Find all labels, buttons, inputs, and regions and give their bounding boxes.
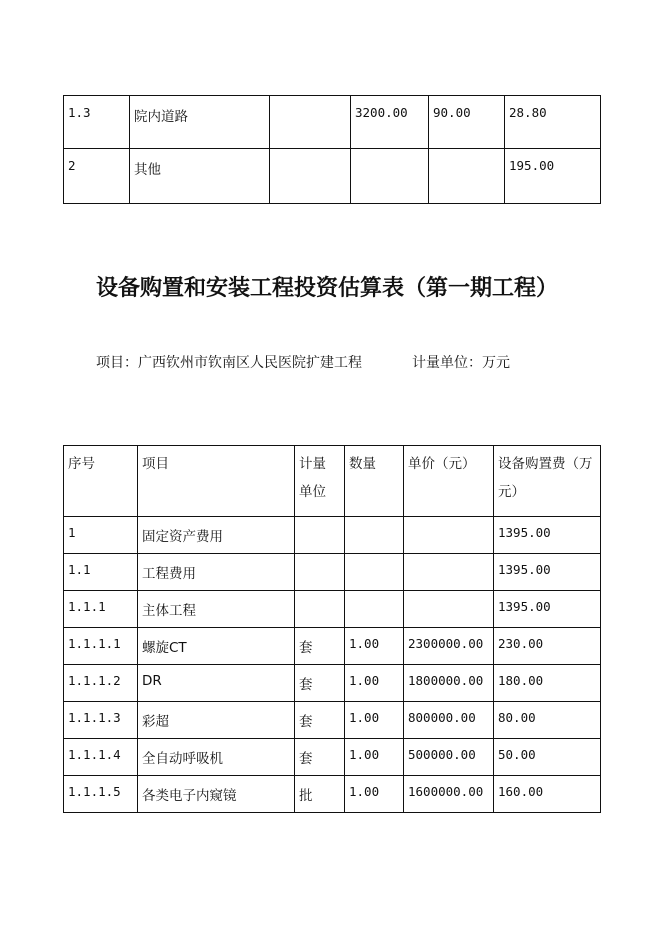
table-cell [345, 517, 404, 554]
table-cell [295, 591, 345, 628]
header-cell: 单价（元） [404, 446, 494, 517]
table-row [64, 739, 601, 776]
table-cell: 主体工程 [138, 591, 295, 628]
table-cell [295, 554, 345, 591]
table-cell [404, 554, 494, 591]
table-cell: 500000.00 [404, 739, 494, 776]
header-cell: 项目 [138, 446, 295, 517]
table-cell: 1395.00 [494, 591, 601, 628]
table-cell: 230.00 [494, 628, 601, 665]
table-cell [404, 517, 494, 554]
table-cell: DR [138, 665, 295, 702]
header-cell: 数量 [345, 446, 404, 517]
table-header-row [64, 446, 601, 517]
table-cell: 1.3 [64, 96, 130, 149]
table-cell [270, 96, 351, 149]
investment-table [63, 445, 601, 813]
table-cell: 180.00 [494, 665, 601, 702]
table-cell: 80.00 [494, 702, 601, 739]
table-row [64, 665, 601, 702]
table-cell: 套 [295, 628, 345, 665]
project-label: 项目：广西钦州市钦南区人民医院扩建工程 [96, 355, 362, 371]
table-cell: 1 [64, 517, 138, 554]
table-cell: 1.1.1.2 [64, 665, 138, 702]
table-cell: 28.80 [505, 96, 601, 149]
table-cell [345, 591, 404, 628]
table-row [64, 591, 601, 628]
table-cell: 1800000.00 [404, 665, 494, 702]
table-cell [270, 149, 351, 204]
table-cell: 1.00 [345, 702, 404, 739]
header-cell: 计量单位 [295, 446, 345, 517]
table-cell: 套 [295, 665, 345, 702]
table-cell [404, 591, 494, 628]
table-cell: 2300000.00 [404, 628, 494, 665]
table-row [64, 149, 601, 204]
table-cell: 套 [295, 702, 345, 739]
table-cell: 1395.00 [494, 517, 601, 554]
table-cell: 彩超 [138, 702, 295, 739]
continuation-table [63, 95, 601, 204]
table-cell: 螺旋CT [138, 628, 295, 665]
project-info [96, 345, 576, 382]
table-cell: 1.00 [345, 628, 404, 665]
unit-label: 计量单位：万元 [412, 355, 510, 371]
table-row [64, 628, 601, 665]
table-cell: 1.1.1 [64, 591, 138, 628]
table-cell: 800000.00 [404, 702, 494, 739]
table-cell [345, 554, 404, 591]
table-cell: 工程费用 [138, 554, 295, 591]
table-cell: 1395.00 [494, 554, 601, 591]
table-row [64, 517, 601, 554]
table-cell: 其他 [130, 149, 270, 204]
table-cell: 1.1.1.4 [64, 739, 138, 776]
table-cell: 批 [295, 776, 345, 813]
table-cell: 各类电子内窥镜 [138, 776, 295, 813]
table-cell [429, 149, 505, 204]
table-cell: 1.1.1.1 [64, 628, 138, 665]
table-cell [351, 149, 429, 204]
table-cell: 1.00 [345, 665, 404, 702]
table-cell: 套 [295, 739, 345, 776]
table-cell: 固定资产费用 [138, 517, 295, 554]
table-cell: 1.1 [64, 554, 138, 591]
table-cell: 全自动呼吸机 [138, 739, 295, 776]
header-cell: 序号 [64, 446, 138, 517]
table-cell: 1.00 [345, 739, 404, 776]
table-cell: 50.00 [494, 739, 601, 776]
table-row [64, 776, 601, 813]
table-row [64, 96, 601, 149]
header-cell: 设备购置费（万元） [494, 446, 601, 517]
table-cell: 1.00 [345, 776, 404, 813]
table-cell: 2 [64, 149, 130, 204]
table-row [64, 554, 601, 591]
table-row [64, 702, 601, 739]
table-cell: 1600000.00 [404, 776, 494, 813]
table-cell: 90.00 [429, 96, 505, 149]
table-cell: 195.00 [505, 149, 601, 204]
table-cell [295, 517, 345, 554]
table-cell: 3200.00 [351, 96, 429, 149]
table-cell: 1.1.1.5 [64, 776, 138, 813]
table-cell: 1.1.1.3 [64, 702, 138, 739]
table-cell: 院内道路 [130, 96, 270, 149]
table-cell: 160.00 [494, 776, 601, 813]
section-title: 设备购置和安装工程投资估算表（第一期工程） [96, 276, 559, 301]
